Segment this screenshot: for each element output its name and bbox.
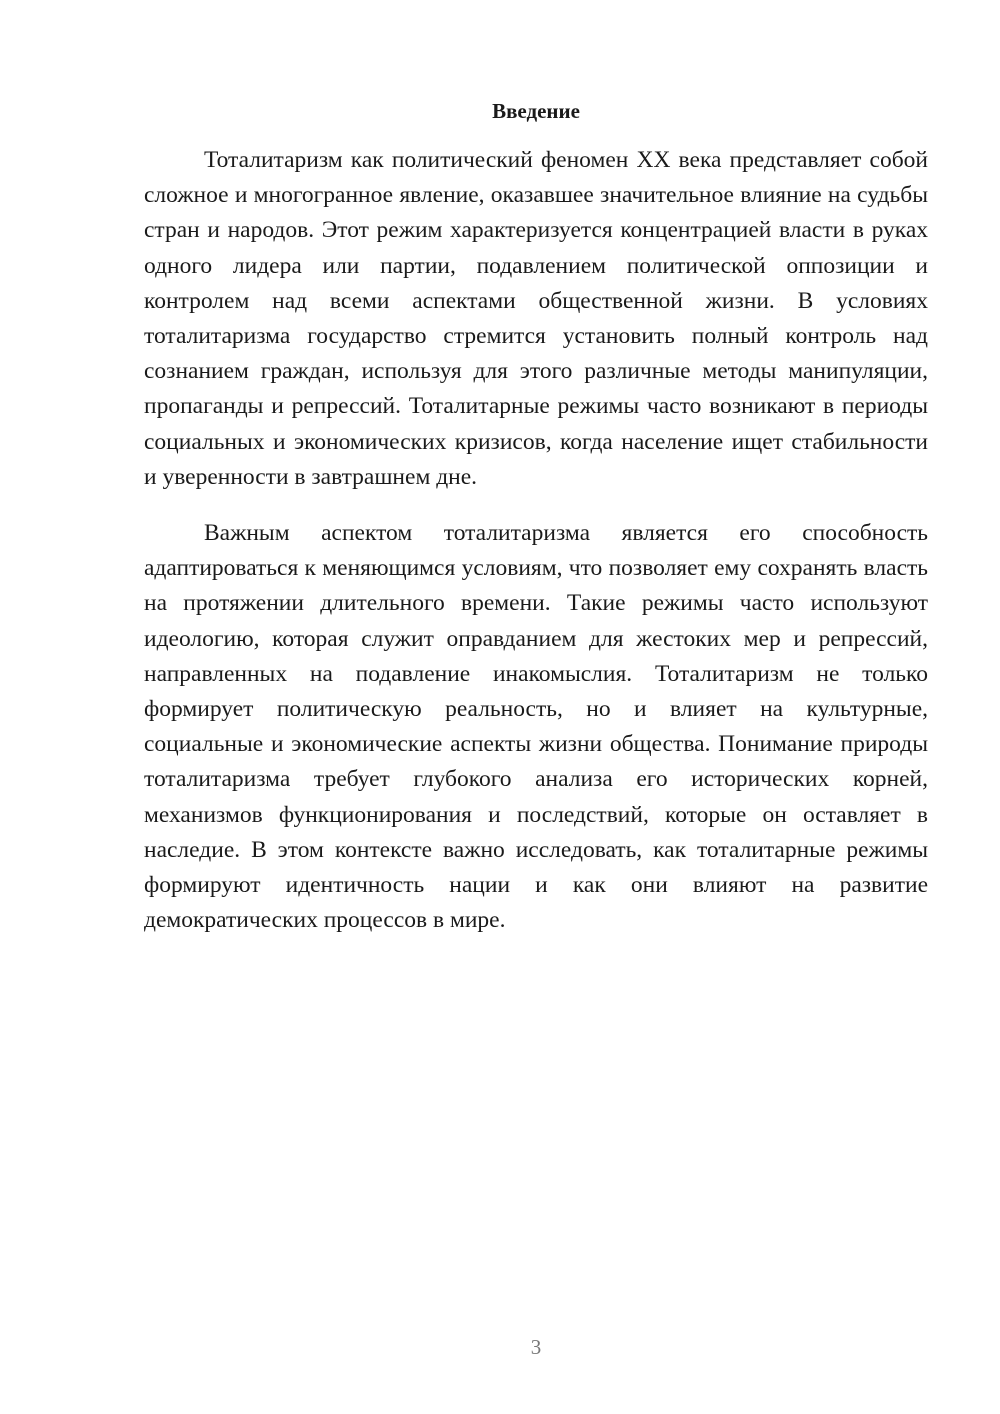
paragraph-2: Важным аспектом тоталитаризма является его способность адаптироваться к меняющимся условиям, что позволяет ему сохранять власть на протяжении длительного времени. Такие режимы часто используют идеологию, которая служит оправданием для жестоких мер и репрессий, направленных на подавление инакомыслия. Тоталитаризм не только формирует политическую реальность, но и влияет на культурные, социальные и экономические аспекты жизни общества. Понимание природы тоталитаризма требует глубокого анализа его исторических корней, механизмов функционирования и последствий, которые он оставляет в наследие. В этом контексте важно исследовать, как тоталитарные режимы формируют идентичность нации и как они влияют на развитие демократических процессов в мире. xyxy=(144,520,928,934)
section-heading: Введение xyxy=(492,99,580,123)
paragraph-1: Тоталитаризм как политический феномен XX века представляет собой сложное и многогранное явление, оказавшее значительное влияние на судьбы стран и народов. Этот режим характеризуется концентрацией власти в руках одного лидера или партии, подавлением политической оппозиции и контролем над всеми аспектами общественной жизни. В условиях тоталитаризма государство стремится установить полный контроль над сознанием граждан, используя для этого различные методы манипуляции, пропаганды и репрессий. Тоталитарные режимы часто возникают в периоды социальных и экономических кризисов, когда население ищет стабильности и уверенности в завтрашнем дне. xyxy=(144,147,928,490)
page-number: 3 xyxy=(530,1335,542,1359)
